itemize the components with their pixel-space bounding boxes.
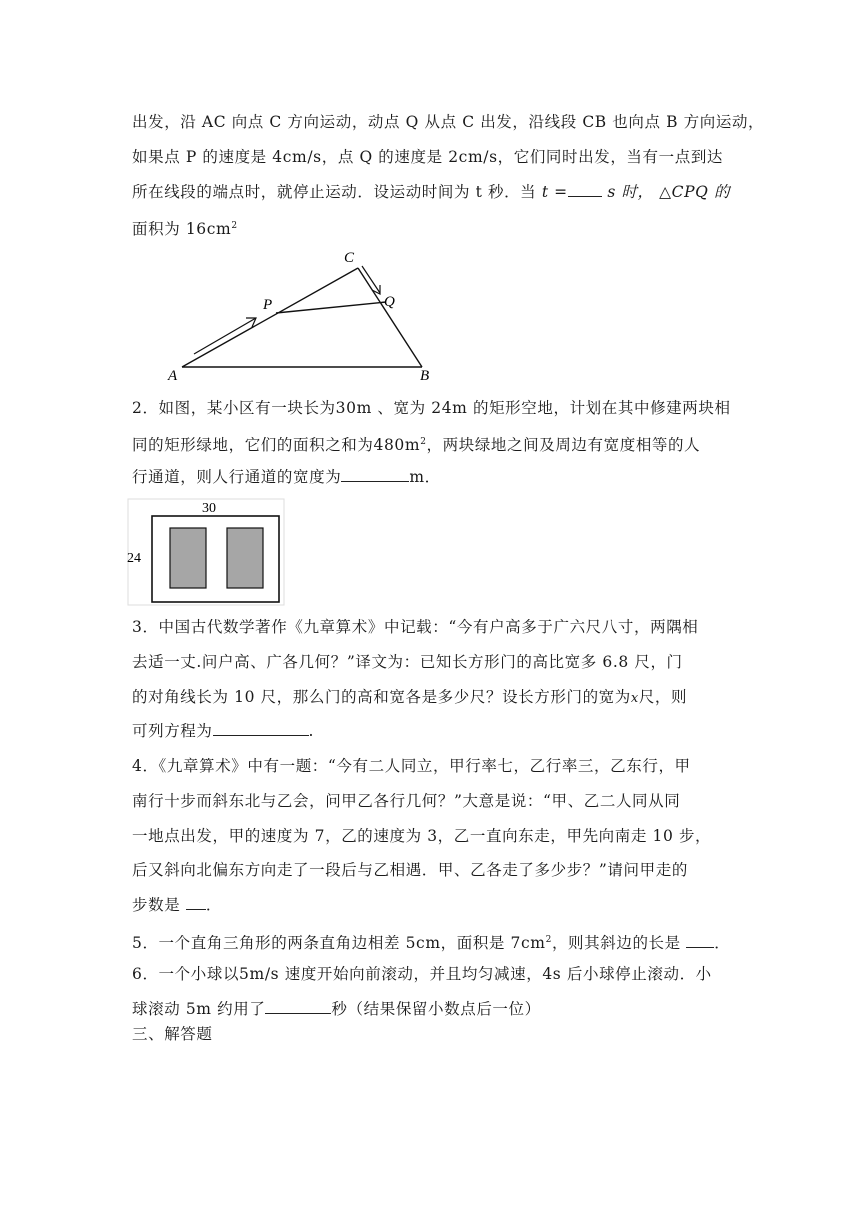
q2-line-1: 2．如图，某小区有一块长为30m 、宽为 24m 的矩形空地，计划在其中修建两块相 (132, 399, 731, 417)
q5-text-2: ，则其斜边的长是 (551, 934, 681, 953)
q3-line-3-text: 的对角线长为 10 尺，那么门的高和宽各是多少尺？设长方形门的宽为 (132, 688, 631, 706)
q2-area-sup: 2 (420, 437, 427, 447)
q3-line-1: 3．中国古代数学著作《九章算术》中记载：“今有户高多于广六尺八寸，两隅相 (132, 618, 699, 636)
q1-line-3-text: 所在线段的端点时，就停止运动．设运动时间为 t 秒．当 (132, 183, 537, 201)
q1-line-4 (132, 216, 238, 239)
q4-line-5 (132, 895, 222, 915)
q4-line-4: 后又斜向北偏东方向走了一段后与乙相遇．甲、乙各走了多少步？”请问甲走的 (132, 861, 688, 879)
q3-answer-blank[interactable] (213, 721, 309, 736)
q6-line-2-end: 秒（结果保留小数点后一位） (331, 1000, 541, 1018)
q5-answer-blank[interactable] (686, 933, 714, 948)
q1-line-1: 出发，沿 AC 向点 C 方向运动，动点 Q 从点 C 出发，沿线段 CB 也向点 B 方向运动， (132, 113, 765, 131)
arrow-p-direction (194, 318, 256, 354)
q5-text: 5．一个直角三角形的两条直角边相差 5cm，面积是 7cm (132, 934, 546, 953)
q2-line-2-rest: ，两块绿地之间及周边有宽度相等的人 (426, 436, 701, 455)
q1-line-2: 如果点 P 的速度是 4cm/s，点 Q 的速度是 2cm/s，它们同时出发，当有一点到达 (132, 148, 724, 166)
q1-triangle-name: △CPQ 的 (659, 183, 731, 201)
q6-line-1: 6．一个小球以5m/s 速度开始向前滚动，并且均匀减速，4s 后小球停止滚动．小 (132, 965, 712, 983)
label-p: P (263, 297, 273, 313)
q3-line-3-end: 尺，则 (638, 688, 688, 706)
q1-line-3 (132, 182, 730, 202)
q4-line-5-text: 步数是 (132, 896, 181, 914)
q6-line-2 (132, 999, 541, 1019)
label-b: B (420, 368, 430, 384)
q1-t-var: t = (541, 183, 568, 201)
q5-line-1 (132, 930, 730, 953)
q4-line-2: 南行十步而斜东北与乙会，问甲乙各行几何？”大意是说：“甲、乙二人同从同 (132, 792, 681, 810)
q4-line-3: 一地点出发，甲的速度为 7，乙的速度为 3，乙一直向东走，甲先向南走 10 步， (132, 827, 712, 845)
q6-line-2-text: 球滚动 5m 约用了 (132, 1000, 266, 1018)
green-area-left (170, 528, 206, 588)
q2-line-2 (132, 432, 700, 455)
side-cb (358, 268, 422, 367)
q1-area-text: 面积为 16cm (132, 220, 232, 239)
triangle-figure (160, 246, 450, 386)
label-a: A (168, 368, 178, 384)
q6-answer-blank[interactable] (265, 999, 331, 1014)
q3-var-x: x (630, 691, 639, 706)
q3-line-2: 去适一丈.问户高、广各几何？”译文为：已知长方形门的高比宽多 6.8 尺，门 (132, 653, 683, 671)
q5-area-sup: 2 (545, 935, 552, 945)
q1-unit: s 时， (607, 183, 654, 201)
side-ac (182, 268, 358, 367)
green-area-right (227, 528, 263, 588)
q1-answer-blank[interactable] (568, 182, 602, 197)
q3-line-4 (132, 721, 314, 741)
label-c: C (344, 250, 355, 266)
q2-line-3-text: 行通道，则人行通道的宽度为 (132, 468, 342, 486)
q3-line-4-text: 可列方程为 (132, 722, 213, 740)
q4-answer-blank[interactable] (186, 895, 206, 910)
q4-period: ． (205, 896, 222, 914)
label-q: Q (384, 294, 395, 310)
q1-area-sup: 2 (231, 221, 238, 231)
q4-line-1: 4．《九章算术》中有一题：“今有二人同立，甲行率七，乙行率三，乙东行，甲 (132, 757, 691, 775)
width-label: 30 (202, 501, 216, 516)
q2-line-3 (132, 467, 441, 487)
q2-area-text: 同的矩形绿地，它们的面积之和为480m (132, 436, 421, 455)
q3-line-3 (132, 687, 687, 709)
rectangle-figure (124, 496, 288, 608)
section-heading: 三、解答题 (132, 1025, 213, 1043)
q2-unit: m． (409, 468, 441, 486)
segment-pq (276, 302, 386, 313)
q2-answer-blank[interactable] (341, 467, 409, 482)
height-label: 24 (127, 551, 141, 566)
q5-period: ． (714, 934, 731, 953)
q3-period: . (308, 722, 315, 740)
